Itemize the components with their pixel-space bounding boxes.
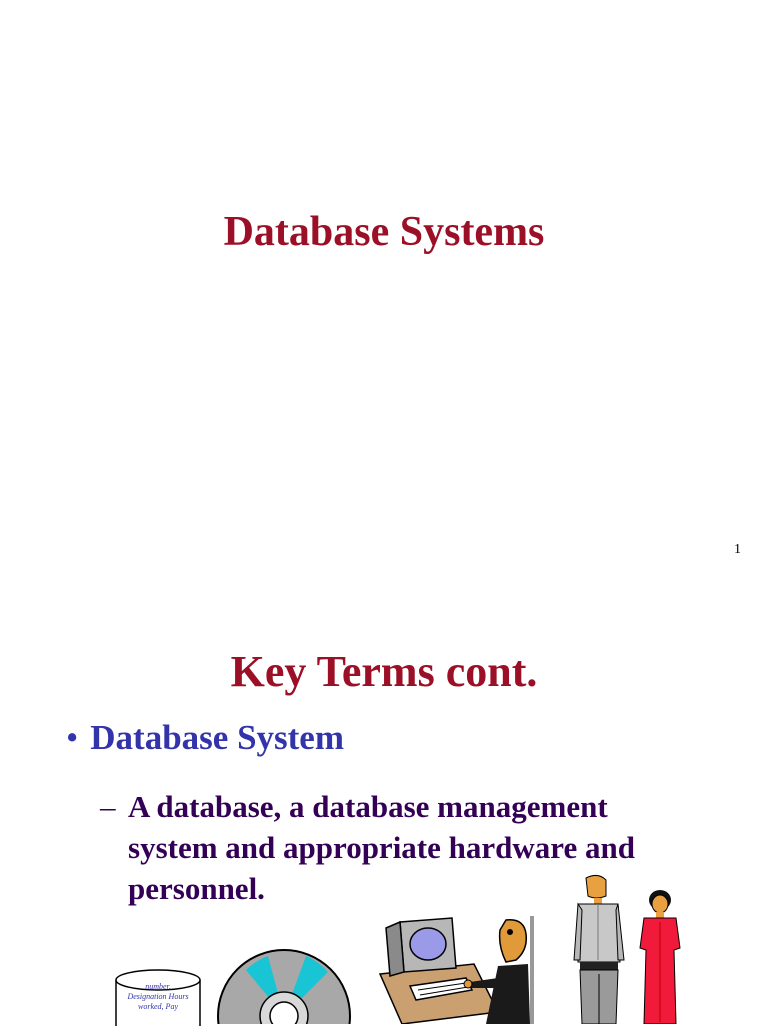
computer-user-icon [378, 916, 538, 1024]
database-cylinder-icon [112, 966, 204, 1026]
cylinder-label: number, Designation Hours worked, Pay [127, 982, 189, 1011]
bullet-item [66, 718, 344, 758]
sub-bullet-marker: – [100, 789, 116, 824]
slide-title: Database Systems [223, 209, 545, 255]
sub-bullet-text: A database, a database management system and appropriate hardware and personnel. [128, 789, 635, 906]
cd-disc-icon [216, 944, 356, 1024]
page-number: 1 [734, 542, 741, 557]
slide-2 [0, 590, 768, 1024]
man-person-icon [572, 874, 626, 1024]
bullet-marker: • [66, 718, 79, 757]
woman-person-icon [636, 888, 684, 1024]
bullet-text: Database System [90, 718, 344, 757]
slide-title: Key Terms cont. [230, 647, 538, 696]
